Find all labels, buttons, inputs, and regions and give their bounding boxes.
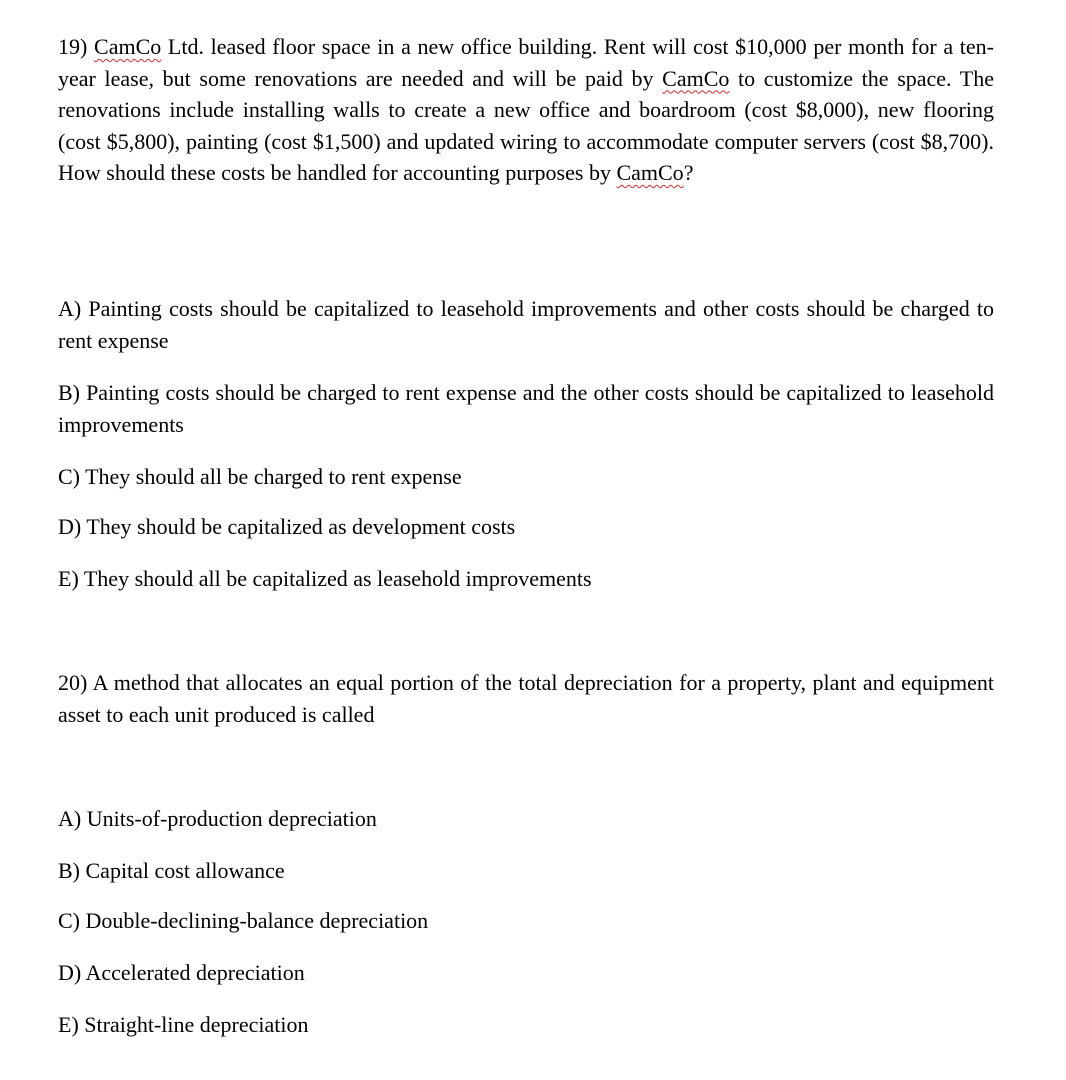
question-20-option-b: B) Capital cost allowance <box>58 858 285 883</box>
question-19-option-a: A) Painting costs should be capitalized to leasehold improvements and other costs should be charged to rent expense <box>58 296 994 353</box>
question-19-number: 19) <box>58 34 88 59</box>
question-20-text: A method that allocates an equal portion of the total depreciation for a property, plant and equipment asset to each unit produced is called <box>58 670 994 727</box>
question-19-text-part: to customize the space. The renovations include installing walls to create a new office and boardroom (cost $8,000), new flooring (cost $5,800), painting (cost $1,500) and updated wiring to accommodate computer servers (cost $8,700). How should these costs be handled for accounting purposes by <box>58 65 995 185</box>
spellcheck-word: CamCo <box>616 160 684 185</box>
question-20-stem <box>58 667 994 730</box>
spellcheck-word: CamCo <box>662 65 730 91</box>
spellcheck-word: CamCo <box>94 34 162 59</box>
question-20-number: 20) <box>58 670 88 695</box>
question-19-stem <box>58 31 994 189</box>
question-19-option-c: C) They should all be charged to rent expense <box>58 464 462 489</box>
question-19-text-part: Ltd. leased floor space in a new office building. Rent will cost $10,000 per month for a ten-year lease, but some renovations are needed and will be paid by <box>58 34 994 91</box>
question-20-option-e: E) Straight-line depreciation <box>58 1012 309 1037</box>
question-19-text-part: ? <box>683 160 694 185</box>
question-19-option-e: E) They should all be capitalized as leasehold improvements <box>58 566 592 591</box>
question-20-option-d: D) Accelerated depreciation <box>58 960 305 985</box>
question-19-option-b: B) Painting costs should be charged to rent expense and the other costs should be capitalized to leasehold improvements <box>58 380 994 437</box>
question-19-option-d: D) They should be capitalized as development costs <box>58 514 516 539</box>
question-20-option-a: A) Units-of-production depreciation <box>58 806 377 831</box>
question-20-option-c: C) Double-declining-balance depreciation <box>58 908 429 933</box>
